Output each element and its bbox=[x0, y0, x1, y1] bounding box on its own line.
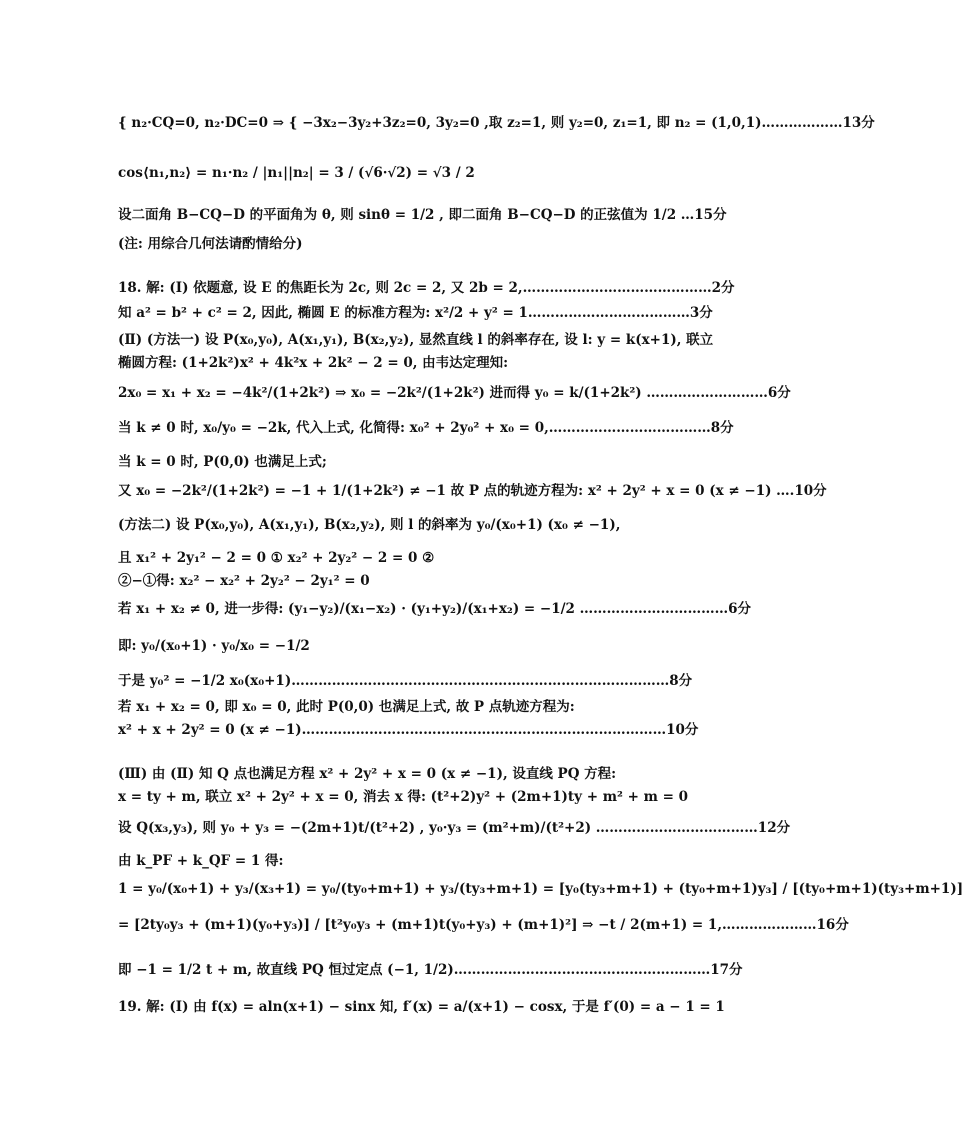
text-line: 又 x₀ = −2k²/(1+2k²) = −1 + 1/(1+2k²) ≠ −1 故 P 点的轨迹方程为: x² + 2y² + x = 0 (x ≠ −1) ….10分 bbox=[118, 483, 827, 499]
text-line: 于是 y₀² = −1/2 x₀(x₀+1)…………………………………………………………………………8分 bbox=[118, 673, 693, 689]
text-line: 2x₀ = x₁ + x₂ = −4k²/(1+2k²) ⇒ x₀ = −2k²/(1+2k²) 进而得 y₀ = k/(1+2k²) ………………………6分 bbox=[118, 385, 791, 401]
text-line: 若 x₁ + x₂ ≠ 0, 进一步得: (y₁−y₂)/(x₁−x₂) · (y₁+y₂)/(x₁+x₂) = −1/2 ……………………………6分 bbox=[118, 601, 752, 617]
text-line: 设 Q(x₃,y₃), 则 y₀ + y₃ = −(2m+1)t/(t²+2) , y₀·y₃ = (m²+m)/(t²+2) ………………………………12分 bbox=[118, 820, 791, 836]
text-line: (注: 用综合几何法请酌情给分) bbox=[118, 236, 303, 252]
text-line: ②−①得: x₂² − x₂² + 2y₂² − 2y₁² = 0 bbox=[118, 573, 370, 589]
text-line: 即 −1 = 1/2 t + m, 故直线 PQ 恒过定点 (−1, 1/2)…………………………………………………17分 bbox=[118, 962, 743, 978]
text-line: 知 a² = b² + c² = 2, 因此, 椭圆 E 的标准方程为: x²/2 + y² = 1………………………………3分 bbox=[118, 305, 713, 321]
text-line: 当 k = 0 时, P(0,0) 也满足上式; bbox=[118, 454, 327, 470]
text-line: (Ⅲ) 由 (Ⅱ) 知 Q 点也满足方程 x² + 2y² + x = 0 (x ≠ −1), 设直线 PQ 方程: bbox=[118, 766, 617, 782]
text-line: 且 x₁² + 2y₁² − 2 = 0 ① x₂² + 2y₂² − 2 = 0 ② bbox=[118, 550, 435, 566]
text-line: 18. 解: (Ⅰ) 依题意, 设 E 的焦距长为 2c, 则 2c = 2, 又 2b = 2,……………………………………2分 bbox=[118, 280, 735, 296]
text-line: (Ⅱ) (方法一) 设 P(x₀,y₀), A(x₁,y₁), B(x₂,y₂), 显然直线 l 的斜率存在, 设 l: y = k(x+1), 联立 bbox=[118, 332, 714, 348]
text-line: 19. 解: (Ⅰ) 由 f(x) = aln(x+1) − sinx 知, f′(x) = a/(x+1) − cosx, 于是 f′(0) = a − 1 = 1 bbox=[118, 999, 725, 1015]
text-line: { n₂·CQ=0, n₂·DC=0 ⇒ { −3x₂−3y₂+3z₂=0, 3y₂=0 ,取 z₂=1, 则 y₂=0, z₁=1, 即 n₂ = (1,0,1)………………13分 bbox=[118, 115, 875, 131]
text-line: 椭圆方程: (1+2k²)x² + 4k²x + 2k² − 2 = 0, 由韦达定理知: bbox=[118, 355, 509, 371]
text-line: 设二面角 B−CQ−D 的平面角为 θ, 则 sinθ = 1/2 , 即二面角 B−CQ−D 的正弦值为 1/2 …15分 bbox=[118, 207, 727, 223]
text-line: 即: y₀/(x₀+1) · y₀/x₀ = −1/2 bbox=[118, 638, 310, 654]
text-line: 1 = y₀/(x₀+1) + y₃/(x₃+1) = y₀/(ty₀+m+1) + y₃/(ty₃+m+1) = [y₀(ty₃+m+1) + (ty₀+m+1)y₃] / [(ty₀+m+1)(ty₃+m+1)] bbox=[118, 881, 963, 897]
text-line: = [2ty₀y₃ + (m+1)(y₀+y₃)] / [t²y₀y₃ + (m+1)t(y₀+y₃) + (m+1)²] ⇒ −t / 2(m+1) = 1,…………………16分 bbox=[118, 917, 849, 933]
text-line: 若 x₁ + x₂ = 0, 即 x₀ = 0, 此时 P(0,0) 也满足上式, 故 P 点轨迹方程为: bbox=[118, 699, 575, 715]
text-line: 由 k_PF + k_QF = 1 得: bbox=[118, 853, 284, 869]
text-line: cos⟨n₁,n₂⟩ = n₁·n₂ / |n₁||n₂| = 3 / (√6·√2) = √3 / 2 bbox=[118, 165, 475, 181]
text-line: 当 k ≠ 0 时, x₀/y₀ = −2k, 代入上式, 化简得: x₀² + 2y₀² + x₀ = 0,………………………………8分 bbox=[118, 420, 734, 436]
text-line: x = ty + m, 联立 x² + 2y² + x = 0, 消去 x 得: (t²+2)y² + (2m+1)ty + m² + m = 0 bbox=[118, 789, 688, 805]
text-line: x² + x + 2y² = 0 (x ≠ −1)………………………………………………………………………10分 bbox=[118, 722, 699, 738]
text-line: (方法二) 设 P(x₀,y₀), A(x₁,y₁), B(x₂,y₂), 则 l 的斜率为 y₀/(x₀+1) (x₀ ≠ −1), bbox=[118, 517, 621, 533]
